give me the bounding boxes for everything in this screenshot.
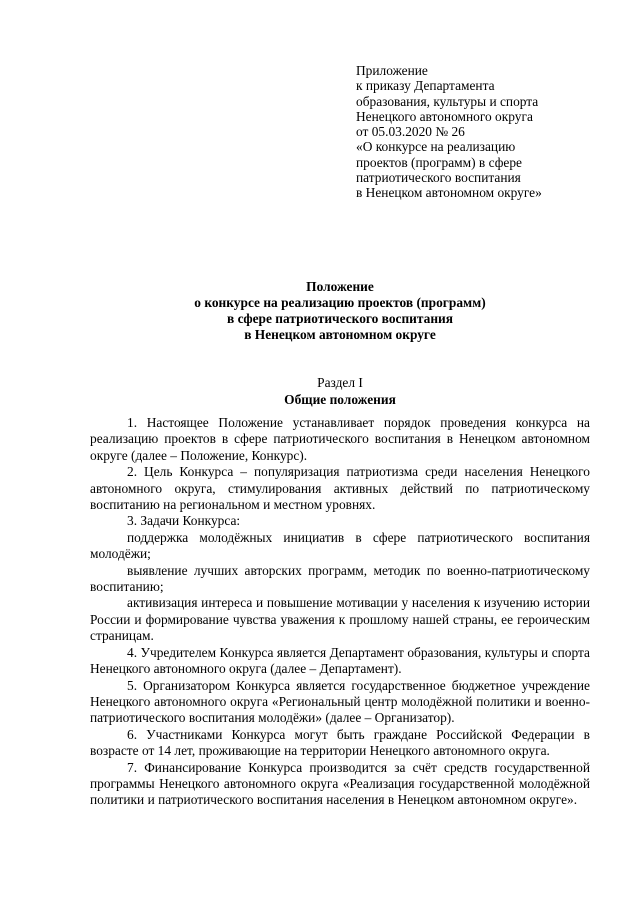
title-line: в Ненецком автономном округе — [244, 327, 436, 342]
appendix-line: Ненецкого автономного округа — [356, 108, 533, 124]
paragraph: 2. Цель Конкурса – популяризация патриотизма среди населения Ненецкого автономного округа, стимулирования активных действий по патриотическому воспитанию на региональном и местном уровнях. — [90, 464, 590, 513]
document-title — [90, 279, 590, 343]
paragraph: выявление лучших авторских программ, методик по военно-патриотическому воспитанию; — [90, 562, 590, 595]
paragraph: 4. Учредителем Конкурса является Департамент образования, культуры и спорта Ненецкого автономного округа (далее – Департамент). — [90, 644, 590, 677]
title-line: о конкурсе на реализацию проектов (программ) — [194, 295, 486, 310]
appendix-line: образования, культуры и спорта — [356, 93, 539, 109]
paragraph: 3. Задачи Конкурса: — [127, 513, 241, 529]
title-line: в сфере патриотического воспитания — [226, 311, 454, 326]
appendix-line: патриотического воспитания — [356, 170, 521, 186]
appendix-line: к приказу Департамента — [356, 78, 495, 94]
appendix-line: «О конкурсе на реализацию — [356, 139, 516, 155]
paragraph: 6. Участниками Конкурса могут быть граждане Российской Федерации в возрасте от 14 лет, проживающие на территории Ненецкого автономного округа. — [90, 726, 590, 759]
paragraph: поддержка молодёжных инициатив в сфере патриотического воспитания молодёжи; — [90, 529, 590, 562]
section-heading: Общие положения — [284, 392, 396, 407]
appendix-line: в Ненецком автономном округе» — [356, 185, 542, 201]
appendix-line: проектов (программ) в сфере — [356, 154, 522, 170]
document-body — [90, 415, 590, 809]
section-header — [90, 374, 590, 408]
appendix-line: Приложение — [356, 63, 428, 78]
paragraph: 5. Организатором Конкурса является государственное бюджетное учреждение Ненецкого автономного округа «Региональный центр молодёжной политики и военно-патриотического воспитания молодёжи» (далее – Организатор). — [90, 677, 590, 726]
appendix-line: от 05.03.2020 № 26 — [356, 124, 465, 140]
section-number: Раздел I — [317, 375, 363, 390]
paragraph: 1. Настоящее Положение устанавливает порядок проведения конкурса на реализацию проектов в сфере патриотического воспитания в Ненецком автономном округе (далее – Положение, Конкурс). — [90, 415, 590, 463]
paragraph: активизация интереса и повышение мотивации у населения к изучению истории России и формирование чувства уважения к прошлому нашей страны, ее героическим страницам. — [90, 595, 590, 644]
title-line: Положение — [306, 279, 374, 294]
paragraph: 7. Финансирование Конкурса производится за счёт средств государственной программы Ненецкого автономного округа «Реализация государственной молодёжной политики и патриотического воспитания населения в Ненецком автономном округе». — [90, 759, 590, 808]
appendix-block — [356, 63, 626, 201]
